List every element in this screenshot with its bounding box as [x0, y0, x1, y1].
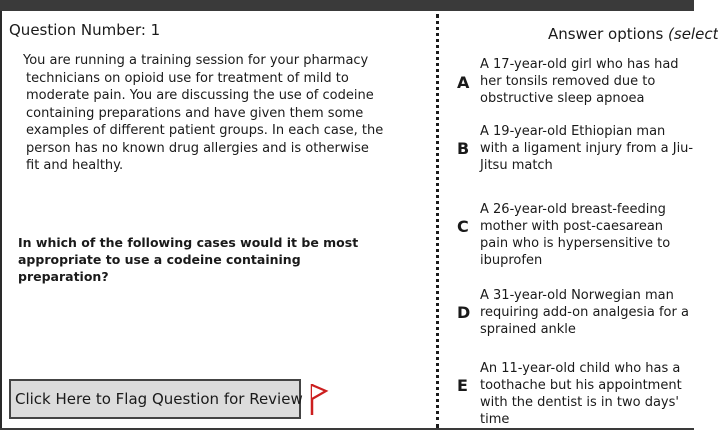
option-text-d: A 31-year-old Norwegian man requiring add-on analgesia for a sprained ankle	[480, 288, 689, 337]
option-letter-e: E	[457, 376, 468, 395]
option-letter-d: D	[457, 303, 471, 322]
flag-for-review-button[interactable]	[9, 379, 301, 419]
question-scenario: You are running a training session for your pharmacy technicians on opioid use for treatment of mild to moderate pain. You are discussing the use of codeine containing preparations and have given them some examples of different patient groups. In each case, the person has no known drug allergies and is otherwise fit and healthy.	[23, 53, 384, 173]
panel-divider	[436, 14, 439, 428]
question-prompt: In which of the following cases would it be most appropriate to use a codeine containing preparation?	[18, 235, 359, 284]
option-letter-a: A	[457, 73, 470, 92]
option-text-b: A 19-year-old Ethiopian man with a ligament injury from a Jiu-Jitsu match	[480, 124, 694, 173]
option-text-a: A 17-year-old girl who has had her tonsils removed due to obstructive sleep apnoea	[480, 57, 679, 106]
top-border-bar	[0, 0, 694, 11]
flag-button-label: Click Here to Flag Question for Review	[15, 390, 303, 408]
option-text-e: An 11-year-old child who has a toothache but his appointment with the dentist is in two days' time	[480, 361, 682, 427]
option-letter-b: B	[457, 139, 470, 158]
left-border	[0, 11, 2, 430]
flag-icon	[309, 382, 329, 416]
answer-options-instruction: (select	[668, 25, 718, 43]
option-letter-c: C	[457, 217, 469, 236]
option-text-c: A 26-year-old breast-feeding mother with post-caesarean pain who is hypersensitive to ibuprofen	[480, 202, 671, 268]
answer-options-title: Answer options	[548, 25, 669, 43]
bottom-border	[0, 428, 694, 430]
answer-options-header	[548, 25, 718, 43]
question-number: Question Number: 1	[9, 21, 161, 39]
